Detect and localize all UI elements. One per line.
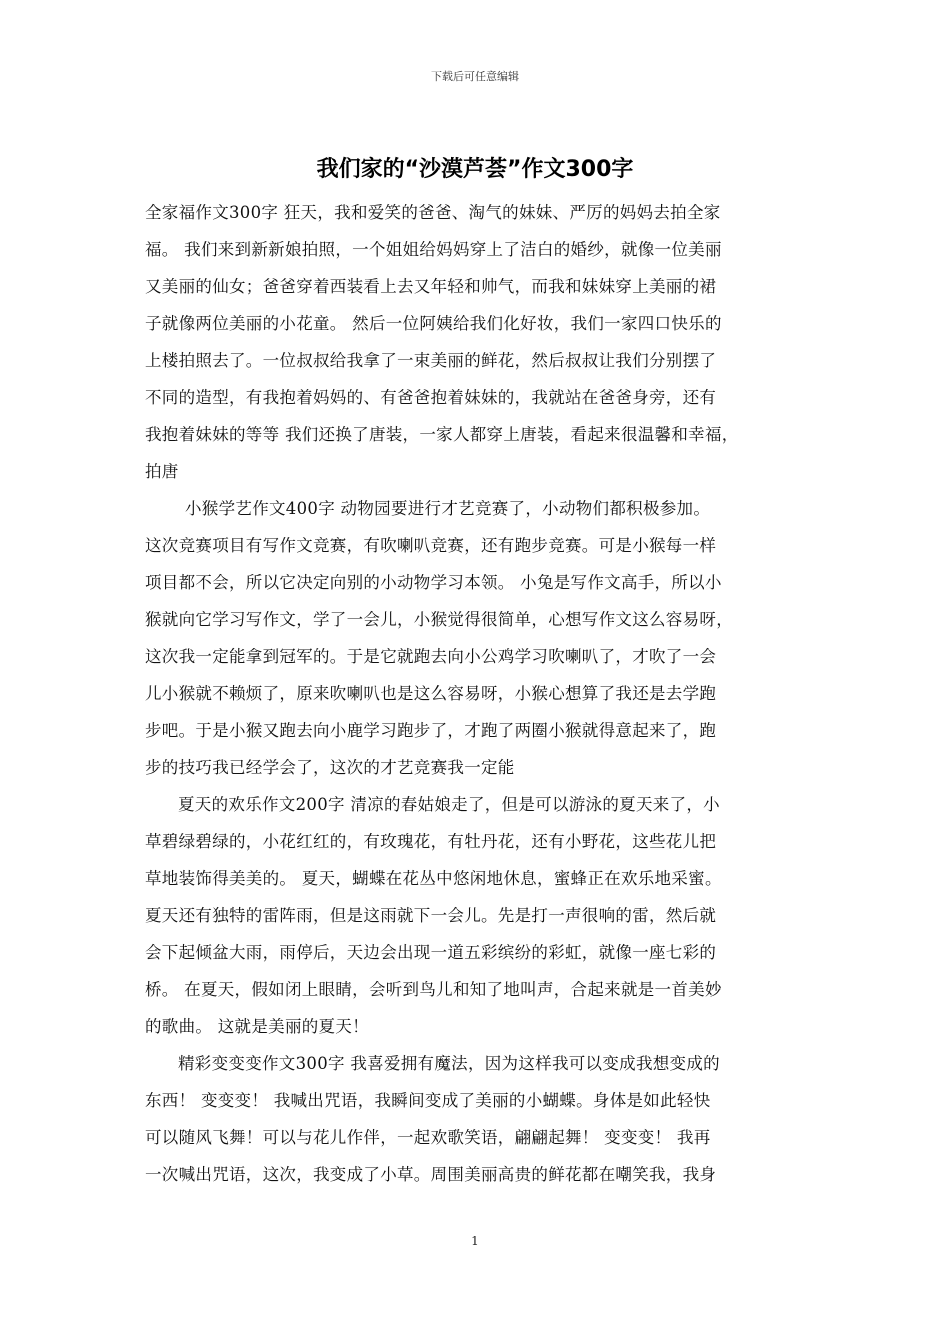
paragraph-line: 又美丽的仙女；爸爸穿着西装看上去又年轻和帅气，而我和妹妹穿上美丽的裙 xyxy=(145,277,717,296)
paragraph-line: 可以随风飞舞！可以与花儿作伴，一起欢歌笑语，翩翩起舞！ 变变变！ 我再 xyxy=(145,1128,711,1147)
paragraph-line: 草碧绿碧绿的，小花红红的，有玫瑰花，有牡丹花，还有小野花，这些花儿把 xyxy=(145,832,717,851)
paragraph-line: 精彩变变变作文300字 我喜爱拥有魔法，因为这样我可以变成我想变成的 xyxy=(178,1054,720,1073)
paragraph-line: 一次喊出咒语，这次，我变成了小草。周围美丽高贵的鲜花都在嘲笑我，我身 xyxy=(145,1165,717,1184)
paragraph-line: 桥。 在夏天，假如闭上眼睛，会听到鸟儿和知了地叫声，合起来就是一首美妙 xyxy=(145,980,722,999)
paragraph-line: 夏天的欢乐作文200字 清凉的春姑娘走了，但是可以游泳的夏天来了，小 xyxy=(178,795,720,814)
paragraph-line: 儿小猴就不赖烦了，原来吹喇叭也是这么容易呀，小猴心想算了我还是去学跑 xyxy=(145,684,717,703)
paragraph-line: 不同的造型，有我抱着妈妈的、有爸爸抱着妹妹的，我就站在爸爸身旁，还有 xyxy=(145,388,717,407)
paragraph-line: 猴就向它学习写作文，学了一会儿，小猴觉得很简单，心想写作文这么容易呀， xyxy=(145,610,733,629)
paragraph-line: 步吧。于是小猴又跑去向小鹿学习跑步了，才跑了两圈小猴就得意起来了，跑 xyxy=(145,721,717,740)
paragraph-line: 草地装饰得美美的。 夏天，蝴蝶在花丛中悠闲地休息，蜜蜂正在欢乐地采蜜。 xyxy=(145,869,722,888)
paragraph-line: 拍唐 xyxy=(145,462,179,481)
paragraph-line: 福。 我们来到新新娘拍照，一个姐姐给妈妈穿上了洁白的婚纱，就像一位美丽 xyxy=(145,240,722,259)
paragraph-line: 东西！ 变变变！ 我喊出咒语，我瞬间变成了美丽的小蝴蝶。身体是如此轻快 xyxy=(145,1091,711,1110)
paragraph-line: 子就像两位美丽的小花童。 然后一位阿姨给我们化好妆，我们一家四口快乐的 xyxy=(145,314,722,333)
paragraph-line: 小猴学艺作文400字 动物园要进行才艺竞赛了，小动物们都积极参加。 xyxy=(185,499,711,518)
document-title: 我们家的“沙漠芦荟”作文300字 xyxy=(316,157,634,182)
paragraph-line: 全家福作文300字 狂天，我和爱笑的爸爸、淘气的妹妹、严厉的妈妈去拍全家 xyxy=(145,203,721,222)
page-header-note: 下载后可任意编辑 xyxy=(431,70,519,83)
paragraph-line: 我抱着妹妹的等等 我们还换了唐装，一家人都穿上唐装，看起来很温馨和幸福， xyxy=(145,425,739,444)
paragraph-line: 上楼拍照去了。一位叔叔给我拿了一束美丽的鲜花，然后叔叔让我们分别摆了 xyxy=(145,351,717,370)
page-number: 1 xyxy=(471,1234,479,1248)
paragraph-line: 步的技巧我已经学会了，这次的才艺竞赛我一定能 xyxy=(145,758,515,777)
paragraph-line: 的歌曲。 这就是美丽的夏天！ xyxy=(145,1017,369,1036)
paragraph-line: 夏天还有独特的雷阵雨，但是这雨就下一会儿。先是打一声很响的雷，然后就 xyxy=(145,906,717,925)
paragraph-line: 这次我一定能拿到冠军的。于是它就跑去向小公鸡学习吹喇叭了，才吹了一会 xyxy=(145,647,717,666)
paragraph-line: 这次竞赛项目有写作文竞赛，有吹喇叭竞赛，还有跑步竞赛。可是小猴每一样 xyxy=(145,536,717,555)
document-body xyxy=(145,198,813,1197)
paragraph-line: 会下起倾盆大雨，雨停后，天边会出现一道五彩缤纷的彩虹，就像一座七彩的 xyxy=(145,943,717,962)
paragraph-line: 项目都不会，所以它决定向别的小动物学习本领。 小兔是写作文高手，所以小 xyxy=(145,573,722,592)
